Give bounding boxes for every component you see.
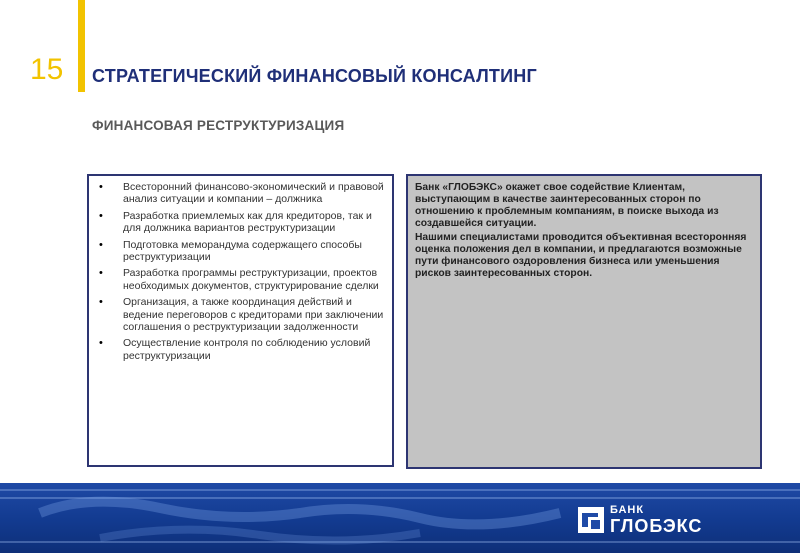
page-title: СТРАТЕГИЧЕСКИЙ ФИНАНСОВЫЙ КОНСАЛТИНГ bbox=[92, 66, 537, 86]
list-item bbox=[97, 267, 384, 292]
list-item-text: Организация, а также координация действий и ведение переговоров с кредиторами при заключении соглашения о реструктуризации задолженности bbox=[123, 296, 384, 334]
bullet-icon: • bbox=[99, 209, 103, 222]
list-item-text: Подготовка меморандума содержащего способы реструктуризации bbox=[123, 238, 362, 264]
list-item bbox=[97, 337, 384, 362]
list-item bbox=[97, 239, 384, 264]
bullet-icon: • bbox=[99, 337, 103, 350]
description-paragraph: Банк «ГЛОБЭКС» окажет свое содействие Клиентам, выступающим в качестве заинтересованных сторон по отношению к проблемным компаниям, в поиске выхода из создавшейся ситуации. bbox=[415, 182, 719, 229]
description-paragraph: Нашими специалистами проводится объективная всесторонняя оценка положения дел в компании, и предлагаются возможные пути финансового оздоровления бизнеса или уменьшения рисков заинтересованных сторон. bbox=[415, 232, 747, 279]
description-panel bbox=[406, 174, 762, 469]
logo-text-bank: БАНК bbox=[610, 504, 645, 516]
slide-number: 15 bbox=[30, 53, 64, 86]
services-list bbox=[89, 176, 392, 362]
bullet-icon: • bbox=[99, 296, 103, 309]
logo-text-globex: ГЛОБЭКС bbox=[610, 516, 703, 536]
list-item bbox=[97, 296, 384, 333]
bank-logo-icon bbox=[578, 507, 604, 533]
list-item-text: Разработка программы реструктуризации, проектов необходимых документов, структурирование сделки bbox=[123, 267, 379, 292]
services-panel bbox=[87, 174, 394, 467]
accent-bar bbox=[78, 0, 85, 92]
bullet-icon: • bbox=[99, 181, 103, 193]
page-subtitle: ФИНАНСОВАЯ РЕСТРУКТУРИЗАЦИЯ bbox=[92, 118, 345, 133]
list-item bbox=[97, 210, 384, 235]
bullet-icon: • bbox=[99, 238, 103, 251]
list-item-text: Осуществление контроля по соблюдению условий реструктуризации bbox=[123, 337, 371, 362]
bank-logo bbox=[578, 505, 702, 535]
list-item bbox=[97, 181, 384, 206]
bullet-icon: • bbox=[99, 267, 103, 280]
list-item-text: Разработка приемлемых как для кредиторов, так и для должника вариантов реструктуризации bbox=[123, 209, 372, 235]
list-item-text: Всесторонний финансово-экономический и правовой анализ ситуации и компании – должника bbox=[123, 181, 384, 206]
